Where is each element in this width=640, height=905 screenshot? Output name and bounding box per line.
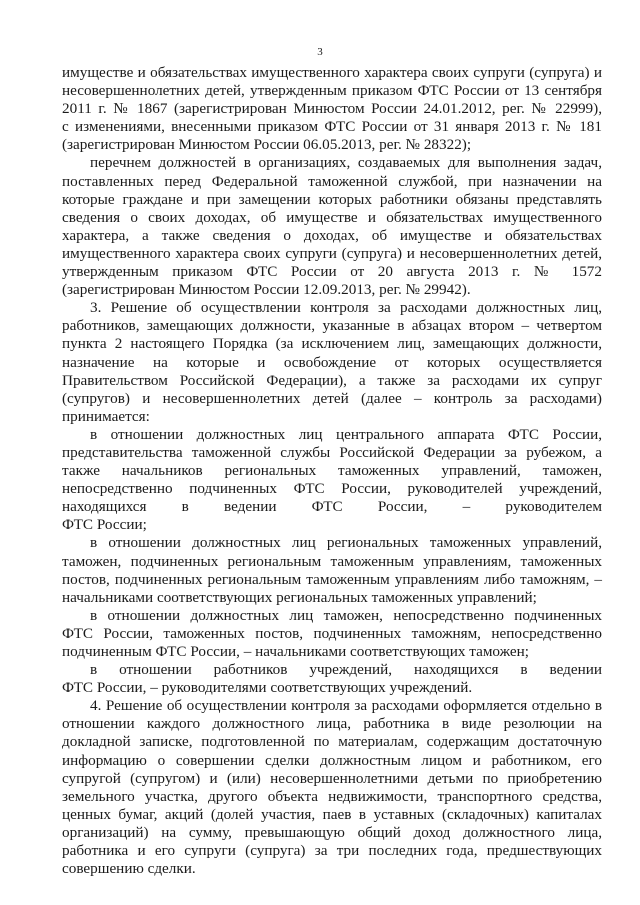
text-line: ФТС России; xyxy=(62,516,147,534)
text-line: в отношении должностных лиц региональных таможенных управлений, xyxy=(90,534,602,552)
text-line: ценных бумаг, акций (долей участия, паев в уставных (складочных) капиталах xyxy=(62,805,602,823)
text-line: таможен, подчиненных региональным таможенным управлениям, таможенных xyxy=(62,552,602,570)
text-line: 4. Решение об осуществлении контроля за расходами оформляется отдельно в xyxy=(90,697,602,715)
text-line: супругой (супругом) и (или) несовершеннолетними детьми по приобретению xyxy=(62,769,602,787)
text-line: организаций) на сумму, превышающую общий доход должностного лица, xyxy=(62,823,602,841)
text-line: Правительством Российской Федерации), а также за расходами их супруг xyxy=(62,371,602,389)
text-line: перечнем должностей в организациях, создаваемых для выполнения задач, xyxy=(90,154,602,172)
text-line: (зарегистрирован Минюстом России 12.09.2013, рег. № 29942). xyxy=(62,281,471,299)
text-line: также начальников региональных таможенных управлений, таможен, xyxy=(62,462,602,480)
paragraph xyxy=(62,64,602,154)
text-line: работника и его супруги (супруга) за три последних года, предшествующих xyxy=(62,842,602,860)
paragraph xyxy=(62,154,602,299)
text-line: характера, а также сведения о доходах, об имуществе и обязательствах xyxy=(62,226,602,244)
paragraph xyxy=(62,299,602,426)
text-line: ФТС России, таможенных постов, подчиненных таможням, непосредственно xyxy=(62,624,602,642)
text-line: назначение на которые и освобождение от которых осуществляется xyxy=(62,353,602,371)
paragraph xyxy=(62,534,602,606)
text-line: в отношении должностных лиц таможен, непосредственно подчиненных xyxy=(90,606,602,624)
text-line: 2011 г. № 1867 (зарегистрирован Минюстом России 24.01.2012, рег. № 22999), xyxy=(62,100,602,118)
text-line: 3. Решение об осуществлении контроля за расходами должностных лиц, xyxy=(90,299,602,317)
text-line: постов, подчиненных региональным таможенным управлениям либо таможням, – xyxy=(62,570,602,588)
text-line: непосредственно подчиненных ФТС России, руководителей учреждений, xyxy=(62,480,602,498)
text-line: работников, замещающих должности, указанные в абзацах втором – четвертом xyxy=(62,317,602,335)
text-line: информацию о совершении сделки должностным лицом и работником, его xyxy=(62,751,602,769)
text-line: утвержденным приказом ФТС России от 20 августа 2013 г. № 1572 xyxy=(62,263,602,281)
paragraph xyxy=(62,607,602,661)
text-line: ФТС России, – руководителями соответствующих учреждений. xyxy=(62,679,473,697)
text-line: находящихся в ведении ФТС России, – руководителем xyxy=(62,498,602,516)
text-line: (зарегистрирован Минюстом России 06.05.2013, рег. № 28322); xyxy=(62,136,472,154)
text-line: в отношении должностных лиц центрального аппарата ФТС России, xyxy=(90,425,602,443)
text-line: представительства таможенной службы Российской Федерации за рубежом, а xyxy=(62,443,602,461)
paragraph xyxy=(62,661,602,697)
paragraph xyxy=(62,426,602,535)
text-line: (супругов) и несовершеннолетних детей (далее – контроль за расходами) xyxy=(62,389,602,407)
text-line: подчиненным ФТС России, – начальниками соответствующих таможен; xyxy=(62,643,530,660)
text-line: докладной записке, подготовленной по материалам, содержащим достаточную xyxy=(62,733,602,751)
text-line: с изменениями, внесенными приказом ФТС России от 31 января 2013 г. № 181 xyxy=(62,118,602,136)
text-line: пункта 2 настоящего Порядка (за исключением лиц, замещающих должности, xyxy=(62,335,602,353)
text-line: несовершеннолетних детей, утвержденным приказом ФТС России от 13 сентября xyxy=(62,82,602,100)
text-line: имущественного характера своих супруги (супруга) и несовершеннолетних детей, xyxy=(62,244,602,262)
text-line: в отношении работников учреждений, находящихся в ведении xyxy=(90,661,602,679)
page-number: 3 xyxy=(317,46,323,58)
text-line: земельного участка, другого объекта недвижимости, транспортного средства, xyxy=(62,787,602,805)
text-line: отношении каждого должностного лица, работника в виде резолюции на xyxy=(62,715,602,733)
text-line: имуществе и обязательствах имущественного характера своих супруги (супруга) и xyxy=(62,64,602,81)
text-line: совершению сделки. xyxy=(62,860,196,878)
paragraph xyxy=(62,697,602,878)
text-line: принимается: xyxy=(62,407,150,425)
text-line: начальниками соответствующих региональных таможенных управлений; xyxy=(62,588,537,606)
text-line: поставленных перед Федеральной таможенной службой, при назначении на xyxy=(62,172,602,190)
document-body xyxy=(62,64,602,878)
text-line: сведения о своих доходах, об имуществе и обязательствах имущественного xyxy=(62,208,602,226)
text-line: которые граждане и при замещении которых работники обязаны представлять xyxy=(62,190,602,208)
